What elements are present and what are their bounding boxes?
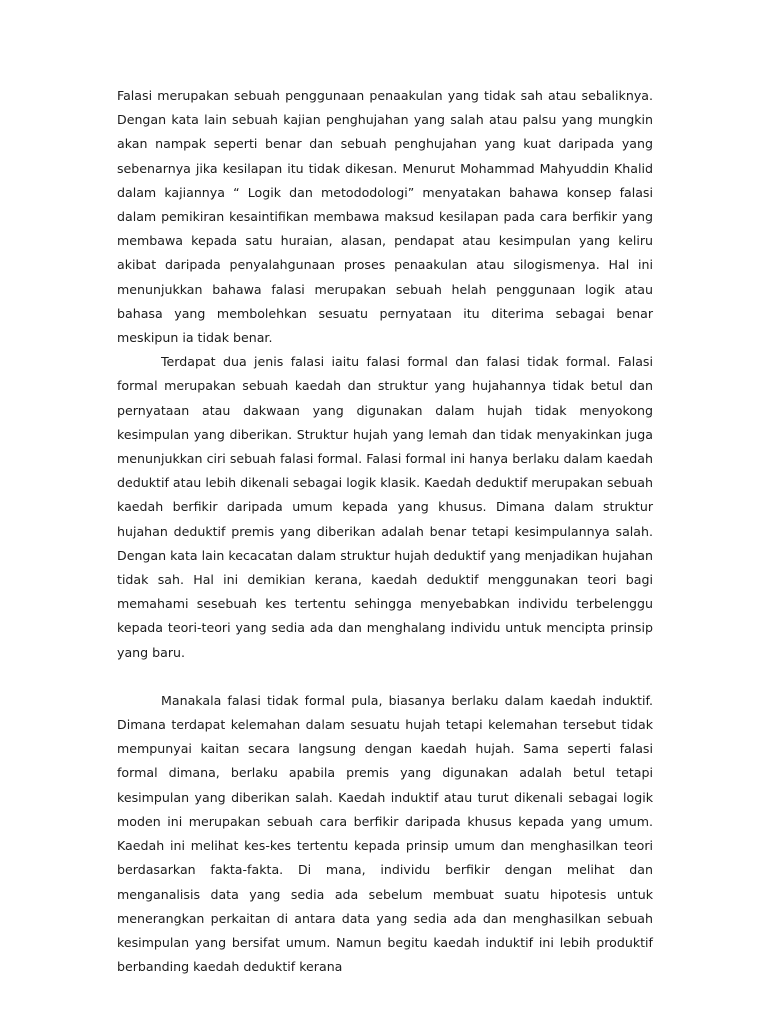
paragraph-informal-fallacy: Manakala falasi tidak formal pula, biasanya berlaku dalam kaedah induktif. Dimana terdapat kelemahan dalam sesuatu hujah tetapi kelemahan tersebut tidak mempunyai kaitan secara langsung dengan kaedah hujah. Sama seperti falasi formal dimana, berlaku apabila premis yang digunakan adalah betul tetapi kesimpulan yang diberikan salah. Kaedah induktif atau turut dikenali sebagai logik moden ini merupakan sebuah cara berfikir daripada khusus kepada yang umum. Kaedah ini melihat kes-kes tertentu kepada prinsip umum dan menghasilkan teori berdasarkan fakta-fakta. Di mana, individu berfikir dengan melihat dan menganalisis data yang sedia ada sebelum membuat suatu hipotesis untuk menerangkan perkaitan di antara data yang sedia ada dan menghasilkan sebuah kesimpulan yang bersifat umum. Namun begitu kaedah induktif ini lebih produktif berbanding kaedah deduktif kerana [117, 692, 653, 975]
paragraph-definition: Falasi merupakan sebuah penggunaan penaakulan yang tidak sah atau sebaliknya. Dengan kata lain sebuah kajian penghujahan yang salah atau palsu yang mungkin akan nampak seperti benar dan sebuah penghujahan yang kuat daripada yang sebenarnya jika kesilapan itu tidak dikesan. Menurut Mohammad Mahyuddin Khalid dalam kajiannya “ Logik dan metododologi” menyatakan bahawa konsep falasi dalam pemikiran kesaintifikan membawa maksud kesilapan pada cara berfikir yang membawa kepada satu huraian, alasan, pendapat atau kesimpulan yang keliru akibat daripada penyalahgunaan proses penaakulan atau silogismenya. Hal ini menunjukkan bahawa falasi merupakan sebuah helah penggunaan logik atau bahasa yang membolehkan sesuatu pernyataan itu diterima sebagai benar meskipun ia tidak benar. [117, 88, 653, 346]
paragraph-spacer [117, 665, 653, 689]
document-body [117, 84, 653, 979]
paragraph-formal-fallacy: Terdapat dua jenis falasi iaitu falasi formal dan falasi tidak formal. Falasi formal merupakan sebuah kaedah dan struktur yang hujahannya tidak betul dan pernyataan atau dakwaan yang digunakan dalam hujah tidak menyokong kesimpulan yang diberikan. Struktur hujah yang lemah dan tidak menyakinkan juga menunjukkan ciri sebuah falasi formal. Falasi formal ini hanya berlaku dalam kaedah deduktif atau lebih dikenali sebagai logik klasik. Kaedah deduktif merupakan sebuah kaedah berfikir daripada umum kepada yang khusus. Dimana dalam struktur hujahan deduktif premis yang diberikan adalah benar tetapi kesimpulannya salah. Dengan kata lain kecacatan dalam struktur hujah deduktif yang menjadikan hujahan tidak sah. Hal ini demikian kerana, kaedah deduktif menggunakan teori bagi memahami sesebuah kes tertentu sehingga menyebabkan individu terbelenggu kepada teori-teori yang sedia ada dan menghalang individu untuk mencipta prinsip yang baru. [117, 354, 653, 660]
